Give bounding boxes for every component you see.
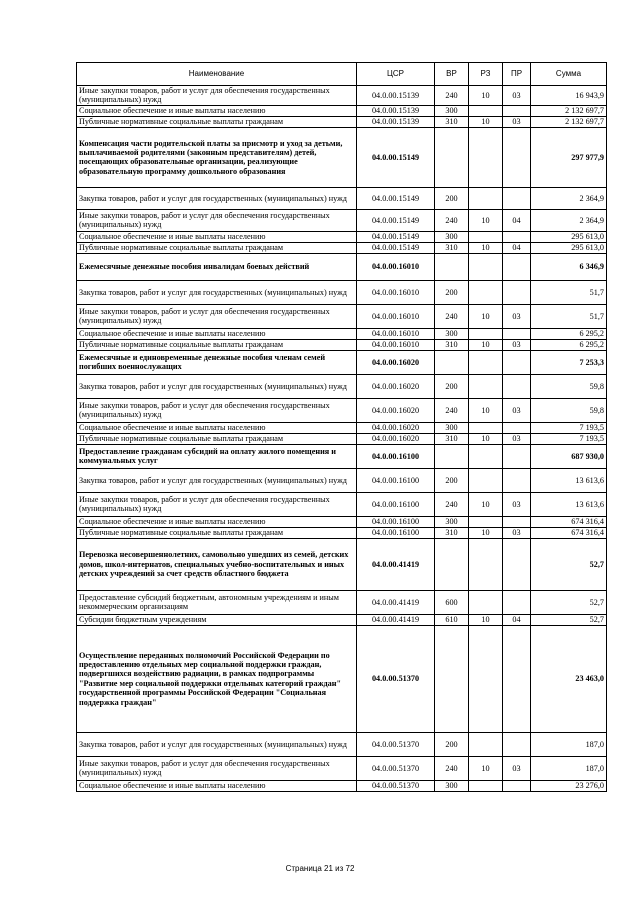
cell-csr: 04.0.00.16020 (357, 422, 435, 433)
cell-rz (469, 625, 503, 732)
cell-vr: 200 (435, 374, 469, 398)
cell-rz: 10 (469, 492, 503, 516)
cell-rz (469, 280, 503, 304)
cell-rz (469, 468, 503, 492)
cell-pr (503, 538, 531, 590)
cell-csr: 04.0.00.16010 (357, 253, 435, 280)
cell-sum: 16 943,9 (531, 86, 607, 106)
header-pr: ПР (503, 63, 531, 86)
table-row (77, 280, 607, 304)
cell-sum: 187,0 (531, 732, 607, 756)
cell-pr: 03 (503, 756, 531, 780)
header-csr: ЦСР (357, 63, 435, 86)
cell-pr (503, 350, 531, 374)
cell-vr (435, 538, 469, 590)
table-row (77, 590, 607, 614)
cell-csr: 04.0.00.15139 (357, 86, 435, 106)
cell-pr: 03 (503, 433, 531, 444)
table-row (77, 231, 607, 242)
cell-rz: 10 (469, 398, 503, 422)
cell-csr: 04.0.00.16010 (357, 328, 435, 339)
cell-vr (435, 444, 469, 468)
cell-rz (469, 516, 503, 527)
cell-vr: 240 (435, 756, 469, 780)
cell-rz: 10 (469, 614, 503, 625)
cell-csr: 04.0.00.15149 (357, 231, 435, 242)
cell-name: Социальное обеспечение и иные выплаты населению (77, 105, 357, 116)
table-row (77, 116, 607, 127)
cell-vr: 300 (435, 231, 469, 242)
table-row (77, 756, 607, 780)
table-row (77, 242, 607, 253)
cell-name: Закупка товаров, работ и услуг для государственных (муниципальных) нужд (77, 732, 357, 756)
cell-csr: 04.0.00.51370 (357, 756, 435, 780)
cell-pr (503, 105, 531, 116)
cell-rz: 10 (469, 242, 503, 253)
cell-rz: 10 (469, 527, 503, 538)
cell-sum: 13 613,6 (531, 468, 607, 492)
cell-rz (469, 538, 503, 590)
cell-rz (469, 590, 503, 614)
cell-name: Ежемесячные и единовременные денежные пособия членам семей погибших военнослужащих (77, 350, 357, 374)
cell-name: Социальное обеспечение и иные выплаты населению (77, 231, 357, 242)
cell-pr: 03 (503, 492, 531, 516)
table-row (77, 527, 607, 538)
cell-pr: 03 (503, 304, 531, 328)
cell-csr: 04.0.00.16020 (357, 433, 435, 444)
header-sum: Сумма (531, 63, 607, 86)
cell-name: Иные закупки товаров, работ и услуг для обеспечения государственных (муниципальных) нужд (77, 398, 357, 422)
cell-sum: 52,7 (531, 590, 607, 614)
cell-pr: 03 (503, 116, 531, 127)
cell-name: Публичные нормативные социальные выплаты гражданам (77, 242, 357, 253)
header-rz: РЗ (469, 63, 503, 86)
cell-rz (469, 444, 503, 468)
cell-name: Предоставление гражданам субсидий на оплату жилого помещения и коммунальных услуг (77, 444, 357, 468)
table-row (77, 625, 607, 732)
cell-rz (469, 350, 503, 374)
cell-csr: 04.0.00.16010 (357, 280, 435, 304)
cell-name: Иные закупки товаров, работ и услуг для обеспечения государственных (муниципальных) нужд (77, 756, 357, 780)
table-row (77, 492, 607, 516)
cell-csr: 04.0.00.16020 (357, 350, 435, 374)
cell-sum: 23 276,0 (531, 780, 607, 791)
table-row (77, 127, 607, 187)
cell-name: Перевозка несовершеннолетних, самовольно ушедших из семей, детских домов, школ-интернатов, специальных учебно-воспитательных и иных детских учреждений за счет средств областного бюджета (77, 538, 357, 590)
cell-csr: 04.0.00.16100 (357, 492, 435, 516)
table-row (77, 339, 607, 350)
cell-vr: 240 (435, 209, 469, 231)
cell-vr: 310 (435, 527, 469, 538)
cell-vr: 310 (435, 339, 469, 350)
cell-pr (503, 780, 531, 791)
cell-vr: 240 (435, 398, 469, 422)
table-row (77, 732, 607, 756)
cell-csr: 04.0.00.16020 (357, 374, 435, 398)
cell-vr: 200 (435, 280, 469, 304)
cell-vr: 310 (435, 242, 469, 253)
cell-pr (503, 127, 531, 187)
cell-name: Иные закупки товаров, работ и услуг для обеспечения государственных (муниципальных) нужд (77, 492, 357, 516)
cell-vr (435, 253, 469, 280)
table-row (77, 398, 607, 422)
cell-sum: 687 930,0 (531, 444, 607, 468)
cell-csr: 04.0.00.16010 (357, 304, 435, 328)
cell-sum: 297 977,9 (531, 127, 607, 187)
cell-pr: 04 (503, 242, 531, 253)
cell-name: Публичные нормативные социальные выплаты гражданам (77, 433, 357, 444)
cell-sum: 7 193,5 (531, 433, 607, 444)
cell-csr: 04.0.00.16100 (357, 468, 435, 492)
cell-sum: 59,8 (531, 374, 607, 398)
table-row (77, 304, 607, 328)
cell-name: Социальное обеспечение и иные выплаты населению (77, 328, 357, 339)
cell-sum: 52,7 (531, 538, 607, 590)
cell-rz (469, 253, 503, 280)
cell-vr: 300 (435, 516, 469, 527)
cell-sum: 51,7 (531, 304, 607, 328)
cell-sum: 295 613,0 (531, 231, 607, 242)
cell-vr: 200 (435, 732, 469, 756)
cell-rz (469, 732, 503, 756)
cell-vr: 240 (435, 304, 469, 328)
table-row (77, 328, 607, 339)
cell-vr: 240 (435, 492, 469, 516)
cell-rz (469, 127, 503, 187)
cell-sum: 2 364,9 (531, 209, 607, 231)
cell-rz (469, 780, 503, 791)
cell-csr: 04.0.00.15149 (357, 242, 435, 253)
cell-pr (503, 280, 531, 304)
cell-csr: 04.0.00.16100 (357, 527, 435, 538)
cell-name: Иные закупки товаров, работ и услуг для обеспечения государственных (муниципальных) нужд (77, 209, 357, 231)
cell-sum: 295 613,0 (531, 242, 607, 253)
cell-pr: 03 (503, 527, 531, 538)
cell-rz (469, 328, 503, 339)
cell-sum: 23 463,0 (531, 625, 607, 732)
cell-name: Закупка товаров, работ и услуг для государственных (муниципальных) нужд (77, 280, 357, 304)
cell-sum: 674 316,4 (531, 527, 607, 538)
cell-sum: 52,7 (531, 614, 607, 625)
table-row (77, 253, 607, 280)
cell-vr (435, 350, 469, 374)
cell-pr (503, 590, 531, 614)
cell-sum: 6 346,9 (531, 253, 607, 280)
cell-pr (503, 253, 531, 280)
cell-csr: 04.0.00.16010 (357, 339, 435, 350)
cell-name: Закупка товаров, работ и услуг для государственных (муниципальных) нужд (77, 374, 357, 398)
cell-rz (469, 105, 503, 116)
cell-sum: 7 193,5 (531, 422, 607, 433)
cell-vr: 240 (435, 86, 469, 106)
cell-csr: 04.0.00.51370 (357, 625, 435, 732)
table-header-row (77, 63, 607, 86)
cell-pr (503, 328, 531, 339)
cell-rz: 10 (469, 86, 503, 106)
cell-name: Социальное обеспечение и иные выплаты населению (77, 780, 357, 791)
cell-vr: 600 (435, 590, 469, 614)
cell-pr (503, 625, 531, 732)
cell-sum: 2 364,9 (531, 187, 607, 209)
header-name: Наименование (77, 63, 357, 86)
cell-vr: 300 (435, 780, 469, 791)
cell-rz (469, 187, 503, 209)
cell-sum: 13 613,6 (531, 492, 607, 516)
cell-rz: 10 (469, 339, 503, 350)
cell-csr: 04.0.00.15139 (357, 105, 435, 116)
table-row (77, 516, 607, 527)
cell-name: Публичные нормативные социальные выплаты гражданам (77, 339, 357, 350)
table-row (77, 187, 607, 209)
cell-name: Компенсация части родительской платы за присмотр и уход за детьми, выплачиваемой родителями (законным представителям) детей, посещающих образовательные организации, реализующие образовательную программу дошкольного образования (77, 127, 357, 187)
cell-pr (503, 374, 531, 398)
cell-name: Иные закупки товаров, работ и услуг для обеспечения государственных (муниципальных) нужд (77, 86, 357, 106)
cell-csr: 04.0.00.16020 (357, 398, 435, 422)
cell-pr (503, 468, 531, 492)
cell-rz (469, 422, 503, 433)
cell-sum: 187,0 (531, 756, 607, 780)
cell-rz: 10 (469, 209, 503, 231)
cell-rz: 10 (469, 304, 503, 328)
table-row (77, 444, 607, 468)
cell-name: Иные закупки товаров, работ и услуг для обеспечения государственных (муниципальных) нужд (77, 304, 357, 328)
cell-csr: 04.0.00.41419 (357, 538, 435, 590)
cell-vr (435, 625, 469, 732)
cell-csr: 04.0.00.15149 (357, 209, 435, 231)
cell-csr: 04.0.00.51370 (357, 780, 435, 791)
cell-vr: 310 (435, 116, 469, 127)
cell-vr: 300 (435, 328, 469, 339)
cell-vr: 200 (435, 468, 469, 492)
cell-pr (503, 231, 531, 242)
cell-name: Предоставление субсидий бюджетным, автономным учреждениям и иным некоммерческим организациям (77, 590, 357, 614)
cell-name: Осуществление переданных полномочий Российской Федерации по предоставлению отдельных мер социальной поддержки граждан, подвергшихся воздействию радиации, в рамках подпрограммы "Развитие мер социальной поддержки отдельных категорий граждан" государственной программы Российской Федерации "Социальная поддержка граждан" (77, 625, 357, 732)
cell-rz: 10 (469, 433, 503, 444)
cell-pr: 04 (503, 209, 531, 231)
cell-name: Социальное обеспечение и иные выплаты населению (77, 422, 357, 433)
cell-csr: 04.0.00.15149 (357, 187, 435, 209)
table-row (77, 350, 607, 374)
table-row (77, 538, 607, 590)
cell-csr: 04.0.00.15139 (357, 116, 435, 127)
cell-sum: 6 295,2 (531, 339, 607, 350)
cell-name: Публичные нормативные социальные выплаты гражданам (77, 527, 357, 538)
cell-vr: 610 (435, 614, 469, 625)
cell-pr: 03 (503, 339, 531, 350)
cell-csr: 04.0.00.15149 (357, 127, 435, 187)
cell-name: Субсидии бюджетным учреждениям (77, 614, 357, 625)
cell-rz (469, 231, 503, 242)
budget-table (76, 62, 607, 792)
cell-name: Социальное обеспечение и иные выплаты населению (77, 516, 357, 527)
table-row (77, 105, 607, 116)
cell-vr: 300 (435, 105, 469, 116)
cell-sum: 7 253,3 (531, 350, 607, 374)
table-row (77, 614, 607, 625)
cell-rz: 10 (469, 756, 503, 780)
cell-pr: 04 (503, 614, 531, 625)
table-row (77, 780, 607, 791)
cell-name: Закупка товаров, работ и услуг для государственных (муниципальных) нужд (77, 187, 357, 209)
cell-csr: 04.0.00.41419 (357, 614, 435, 625)
table-row (77, 422, 607, 433)
cell-csr: 04.0.00.16100 (357, 516, 435, 527)
cell-sum: 51,7 (531, 280, 607, 304)
table-row (77, 468, 607, 492)
cell-rz (469, 374, 503, 398)
cell-csr: 04.0.00.41419 (357, 590, 435, 614)
cell-pr: 03 (503, 398, 531, 422)
cell-pr (503, 187, 531, 209)
cell-pr (503, 422, 531, 433)
cell-rz: 10 (469, 116, 503, 127)
cell-csr: 04.0.00.16100 (357, 444, 435, 468)
cell-vr: 200 (435, 187, 469, 209)
cell-pr (503, 516, 531, 527)
cell-vr: 300 (435, 422, 469, 433)
cell-name: Закупка товаров, работ и услуг для государственных (муниципальных) нужд (77, 468, 357, 492)
cell-name: Ежемесячные денежные пособия инвалидам боевых действий (77, 253, 357, 280)
cell-pr (503, 444, 531, 468)
cell-pr: 03 (503, 86, 531, 106)
cell-sum: 2 132 697,7 (531, 116, 607, 127)
cell-csr: 04.0.00.51370 (357, 732, 435, 756)
table-row (77, 209, 607, 231)
page-footer: Страница 21 из 72 (285, 864, 355, 873)
table-row (77, 374, 607, 398)
table-body (77, 86, 607, 792)
cell-sum: 59,8 (531, 398, 607, 422)
cell-vr (435, 127, 469, 187)
header-vr: ВР (435, 63, 469, 86)
table-row (77, 86, 607, 106)
cell-name: Публичные нормативные социальные выплаты гражданам (77, 116, 357, 127)
cell-pr (503, 732, 531, 756)
cell-vr: 310 (435, 433, 469, 444)
cell-sum: 6 295,2 (531, 328, 607, 339)
table-row (77, 433, 607, 444)
cell-sum: 674 316,4 (531, 516, 607, 527)
cell-sum: 2 132 697,7 (531, 105, 607, 116)
